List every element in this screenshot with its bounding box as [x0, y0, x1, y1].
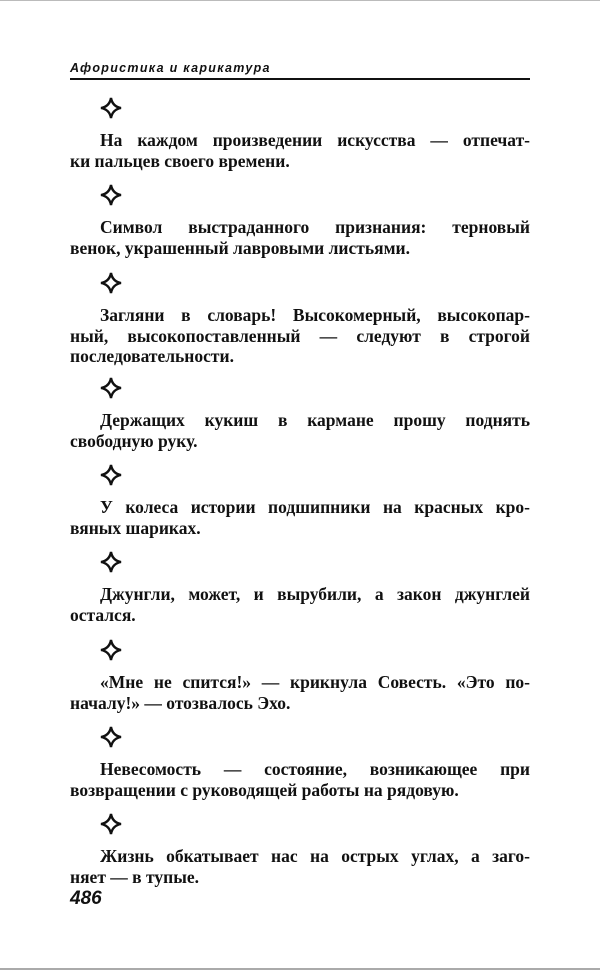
aphorism-line: возвращении с руководящей работы на рядовую.	[70, 779, 459, 800]
aphorism-text	[70, 130, 530, 171]
four-point-star-icon	[100, 639, 122, 661]
aphorism-line: вяных шариках.	[70, 517, 201, 538]
four-point-star-icon	[100, 272, 122, 294]
aphorism-text	[70, 846, 530, 887]
aphorism-line: На каждом произведении искусства — отпечат-	[100, 130, 530, 150]
aphorism-text	[70, 497, 530, 538]
aphorism-text	[70, 410, 530, 451]
four-point-star-icon	[100, 184, 122, 206]
running-header-title: Афористика и карикатура	[70, 61, 271, 75]
aphorism-line: няет — в тупые.	[70, 866, 199, 887]
page-bottom-edge	[0, 968, 600, 970]
aphorism-text	[70, 217, 530, 258]
aphorism-line: Невесомость — состояние, возникающее при	[100, 759, 530, 779]
aphorism-line: Загляни в словарь! Высокомерный, высокопар-	[100, 305, 530, 325]
aphorism-text	[70, 305, 530, 367]
aphorism-line: остался.	[70, 604, 136, 625]
aphorism-line: последовательности.	[70, 346, 234, 366]
aphorism-text	[70, 759, 530, 800]
aphorism-line: ный, высокопоставленный — следуют в строгой	[70, 325, 530, 346]
page-top-edge	[0, 0, 600, 1]
aphorism-line: Жизнь обкатывает нас на острых углах, а заго-	[100, 846, 530, 866]
aphorism-line: Джунгли, может, и вырубили, а закон джунглей	[100, 584, 530, 604]
page-number: 486	[70, 888, 102, 909]
aphorism-text	[70, 584, 530, 625]
aphorism-line: «Мне не спится!» — крикнула Совесть. «Это по-	[100, 672, 530, 692]
four-point-star-icon	[100, 551, 122, 573]
four-point-star-icon	[100, 464, 122, 486]
aphorism-line: началу!» — отозвалось Эхо.	[70, 692, 291, 713]
running-header	[70, 60, 530, 80]
aphorism-line: Символ выстраданного признания: терновый	[100, 217, 530, 237]
aphorism-line: свободную руку.	[70, 430, 198, 451]
four-point-star-icon	[100, 813, 122, 835]
aphorism-text	[70, 672, 530, 713]
aphorism-line: Держащих кукиш в кармане прошу поднять	[100, 410, 530, 430]
aphorism-line: венок, украшенный лавровыми листьями.	[70, 237, 410, 258]
four-point-star-icon	[100, 377, 122, 399]
four-point-star-icon	[100, 97, 122, 119]
aphorism-line: ки пальцев своего времени.	[70, 150, 290, 171]
four-point-star-icon	[100, 726, 122, 748]
aphorism-line: У колеса истории подшипники на красных кро-	[100, 497, 530, 517]
